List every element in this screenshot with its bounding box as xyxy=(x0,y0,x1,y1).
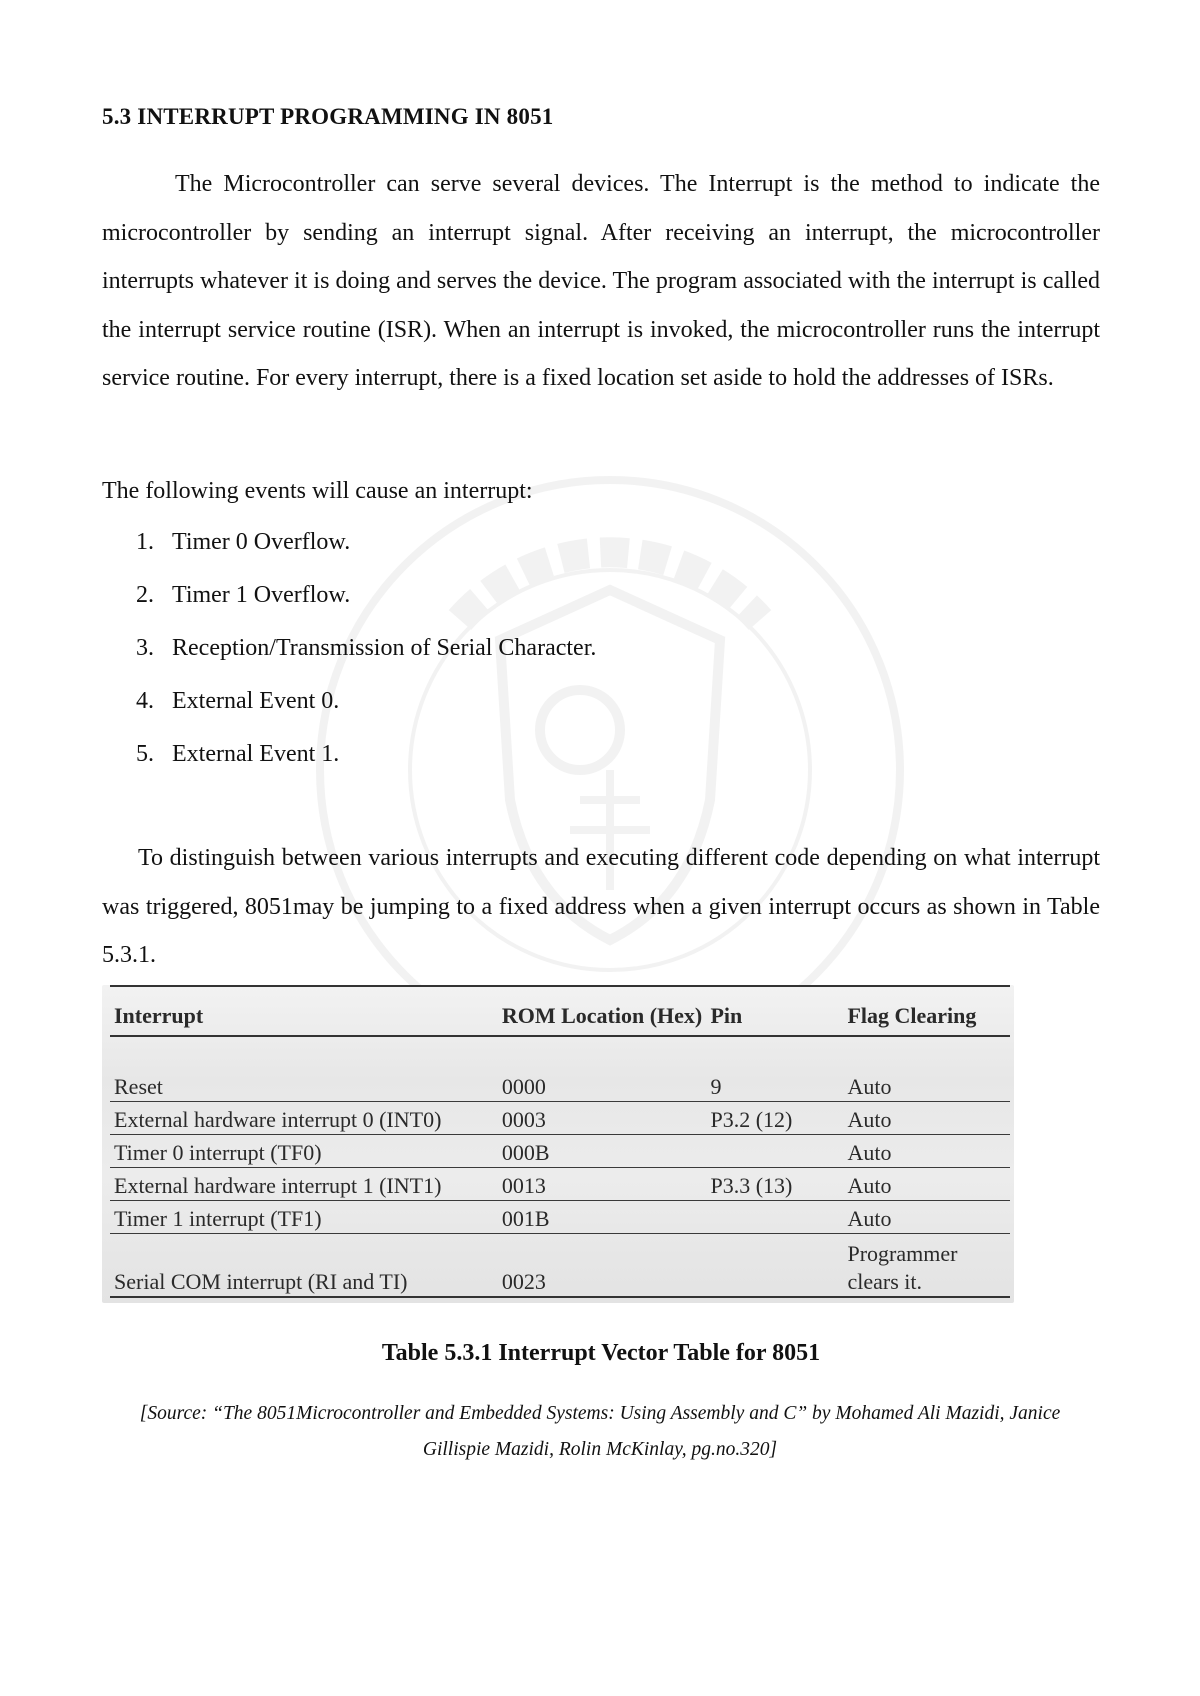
table-row xyxy=(110,1201,1010,1234)
cell-rom-location: 0003 xyxy=(498,1102,707,1135)
cell-interrupt: External hardware interrupt 1 (INT1) xyxy=(110,1168,498,1201)
table-caption: Table 5.3.1 Interrupt Vector Table for 8051 xyxy=(381,1340,821,1366)
table-header-row xyxy=(110,986,1010,1036)
header-flag-clearing: Flag Clearing xyxy=(843,986,1010,1036)
interrupt-events-list xyxy=(136,527,596,792)
table-row xyxy=(110,1135,1010,1168)
cell-flag-clearing: Auto xyxy=(843,1036,1010,1102)
table-row xyxy=(110,1036,1010,1102)
header-rom-location: ROM Location (Hex) xyxy=(498,986,707,1036)
intro-paragraph: The Microcontroller can serve several devices. The Interrupt is the method to indicate the microcontroller by sending an interrupt signal. After receiving an interrupt, the microcontroller interrupts whatever it is doing and serves the device. The program associated with the interrupt is called the interrupt service routine (ISR). When an interrupt is invoked, the microcontroller runs the interrupt service routine. For every interrupt, there is a fixed location set aside to hold the addresses of ISRs. xyxy=(102,171,1100,391)
list-item-text: Timer 1 Overflow. xyxy=(172,582,351,608)
cell-interrupt: Reset xyxy=(110,1036,498,1102)
cell-flag-clearing: Auto xyxy=(843,1102,1010,1135)
list-item-number: 5. xyxy=(136,741,154,767)
cell-interrupt: Serial COM interrupt (RI and TI) xyxy=(110,1234,498,1298)
cell-pin: P3.3 (13) xyxy=(706,1168,843,1201)
list-item-number: 1. xyxy=(136,529,154,555)
header-pin: Pin xyxy=(706,986,843,1036)
list-item-text: External Event 0. xyxy=(172,688,340,714)
list-item-number: 3. xyxy=(136,635,154,661)
cell-flag-clearing: Auto xyxy=(843,1168,1010,1201)
list-item xyxy=(136,686,596,739)
list-item xyxy=(136,527,596,580)
cell-flag-clearing: Auto xyxy=(843,1201,1010,1234)
list-item-number: 4. xyxy=(136,688,154,714)
events-lead-text: The following events will cause an interrupt: xyxy=(102,478,533,504)
table-row xyxy=(110,1102,1010,1135)
cell-rom-location: 001B xyxy=(498,1201,707,1234)
cell-pin xyxy=(706,1234,843,1298)
list-item-text: External Event 1. xyxy=(172,741,340,767)
list-item-text: Timer 0 Overflow. xyxy=(172,529,351,555)
cell-pin: 9 xyxy=(706,1036,843,1102)
section-heading: 5.3 INTERRUPT PROGRAMMING IN 8051 xyxy=(102,104,554,129)
cell-rom-location: 0023 xyxy=(498,1234,707,1298)
list-item xyxy=(136,633,596,686)
cell-flag-clearing: Programmer clears it. xyxy=(843,1234,1010,1298)
cell-pin xyxy=(706,1201,843,1234)
cell-pin xyxy=(706,1135,843,1168)
cell-interrupt: Timer 1 interrupt (TF1) xyxy=(110,1201,498,1234)
cell-interrupt: External hardware interrupt 0 (INT0) xyxy=(110,1102,498,1135)
list-item-text: Reception/Transmission of Serial Character. xyxy=(172,635,597,661)
interrupt-vector-table-scan xyxy=(102,985,1014,1303)
table-source-citation: [Source: “The 8051Microcontroller and Embedded Systems: Using Assembly and C” by Mohamed Ali Mazidi, Janice Gillispie Mazidi, Rolin McKinlay, pg.no.320] xyxy=(139,1403,1061,1460)
cell-rom-location: 0013 xyxy=(498,1168,707,1201)
table-row xyxy=(110,1234,1010,1298)
cell-flag-clearing: Auto xyxy=(843,1135,1010,1168)
table-row xyxy=(110,1168,1010,1201)
list-item-number: 2. xyxy=(136,582,154,608)
distinguish-paragraph: To distinguish between various interrupts and executing different code depending on what interrupt was triggered, 8051may be jumping to a fixed address when a given interrupt occurs as shown in Table 5.3.1. xyxy=(102,845,1100,968)
cell-interrupt: Timer 0 interrupt (TF0) xyxy=(110,1135,498,1168)
cell-pin: P3.2 (12) xyxy=(706,1102,843,1135)
cell-rom-location: 000B xyxy=(498,1135,707,1168)
list-item xyxy=(136,739,596,792)
interrupt-vector-table xyxy=(110,985,1010,1298)
list-item xyxy=(136,580,596,633)
header-interrupt: Interrupt xyxy=(110,986,498,1036)
cell-rom-location: 0000 xyxy=(498,1036,707,1102)
